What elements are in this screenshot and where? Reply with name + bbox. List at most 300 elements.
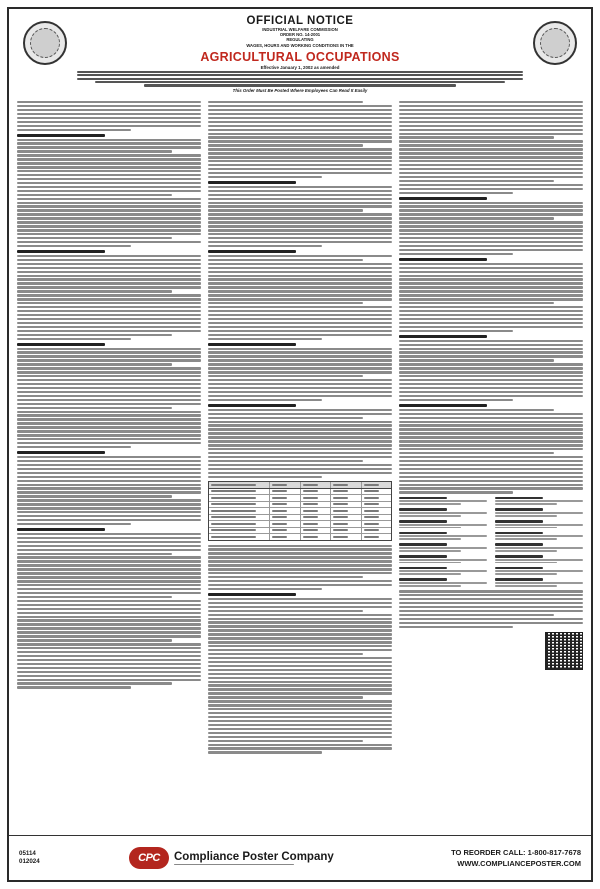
text-line: [399, 144, 583, 146]
text-line: [399, 129, 583, 131]
text-line: [17, 217, 201, 219]
text-line: [208, 290, 392, 292]
section-heading: [208, 593, 296, 596]
text-line: [17, 105, 201, 107]
text-line: [208, 614, 392, 616]
order-body-columns: [17, 101, 583, 836]
text-line: [17, 588, 201, 590]
text-line: [208, 568, 392, 570]
text-line: [208, 160, 392, 162]
text-line: [399, 282, 583, 284]
text-line: [17, 686, 131, 688]
text-line: [17, 619, 201, 621]
text-line: [17, 418, 201, 420]
text-line: [208, 602, 392, 604]
text-line: [399, 241, 583, 243]
text-line: [399, 622, 583, 624]
text-line: [17, 403, 201, 405]
text-line: [208, 677, 392, 679]
office-address: [495, 532, 583, 541]
text-line: [399, 598, 583, 600]
text-line: [17, 367, 201, 369]
text-line: [17, 322, 201, 324]
text-line: [17, 334, 172, 336]
text-line: [399, 590, 583, 592]
text-line: [399, 152, 583, 154]
text-line: [17, 162, 201, 164]
text-line: [399, 180, 554, 182]
text-line: [208, 637, 392, 639]
section-heading: [399, 404, 487, 407]
office-address: [495, 555, 583, 564]
text-line: [399, 594, 583, 596]
text-line: [17, 659, 201, 661]
text-line: [17, 142, 201, 144]
text-line: [399, 618, 583, 620]
labor-commissioner-offices: [399, 497, 583, 590]
order-column-1: [17, 101, 201, 836]
text-line: [399, 192, 513, 194]
text-line: [208, 330, 392, 332]
text-line: [208, 338, 322, 340]
text-line: [208, 641, 392, 643]
text-line: [208, 101, 363, 103]
section-heading: [17, 528, 105, 531]
text-line: [399, 140, 583, 142]
text-line: [17, 434, 201, 436]
text-line: [17, 225, 201, 227]
text-line: [17, 635, 201, 637]
text-line: [17, 282, 201, 284]
text-line: [17, 584, 201, 586]
office-address: [495, 567, 583, 576]
publisher-name: Compliance Poster Company: [174, 850, 334, 863]
office-address: [399, 567, 487, 576]
text-line: [208, 452, 392, 454]
text-line: [17, 178, 201, 180]
state-seal-left-icon: [23, 21, 67, 65]
text-line: [399, 440, 583, 442]
text-line: [208, 716, 392, 718]
text-line: [17, 326, 201, 328]
text-line: [399, 487, 583, 489]
text-line: [399, 421, 583, 423]
poster-footer: [9, 835, 591, 880]
text-line: [17, 442, 201, 444]
text-line: [399, 249, 583, 251]
text-line: [399, 348, 583, 350]
text-line: [208, 172, 392, 174]
section-heading: [208, 343, 296, 346]
text-line: [399, 379, 583, 381]
text-line: [399, 367, 583, 369]
text-line: [17, 174, 201, 176]
text-line: [17, 101, 201, 103]
text-line: [399, 359, 554, 361]
text-line: [208, 322, 392, 324]
text-line: [17, 667, 201, 669]
text-line: [399, 456, 583, 458]
text-line: [208, 440, 392, 442]
text-line: [17, 371, 201, 373]
text-line: [208, 610, 363, 612]
text-line: [17, 553, 172, 555]
text-line: [17, 117, 201, 119]
text-line: [399, 121, 583, 123]
text-line: [208, 263, 392, 265]
cpc-logo: CPC: [129, 847, 169, 869]
section-heading: [17, 134, 105, 137]
text-line: [399, 176, 583, 178]
text-line: [17, 663, 201, 665]
text-line: [208, 391, 392, 393]
text-line: [17, 499, 201, 501]
text-line: [17, 679, 201, 681]
text-line: [208, 736, 392, 738]
text-line: [208, 564, 392, 566]
text-line: [399, 164, 583, 166]
text-line: [17, 422, 201, 424]
text-line: [208, 105, 392, 107]
text-line: [17, 627, 201, 629]
text-line: [17, 651, 201, 653]
text-line: [17, 604, 201, 606]
qr-code-icon: [545, 632, 583, 670]
text-line: [399, 413, 583, 415]
text-line: [208, 428, 392, 430]
text-line: [17, 154, 201, 156]
text-line: [17, 484, 201, 486]
text-line: [17, 612, 201, 614]
text-line: [208, 712, 392, 714]
reorder-info: [451, 848, 581, 868]
text-line: [17, 675, 201, 677]
text-line: [208, 367, 392, 369]
office-address: [495, 497, 583, 506]
text-line: [399, 448, 583, 450]
text-line: [399, 306, 583, 308]
text-line: [399, 245, 583, 247]
text-line: [17, 519, 201, 521]
office-address: [399, 520, 487, 529]
text-line: [17, 430, 201, 432]
text-line: [17, 564, 201, 566]
text-line: [208, 751, 322, 753]
text-line: [208, 448, 392, 450]
text-line: [17, 186, 201, 188]
text-line: [208, 383, 392, 385]
text-line: [208, 399, 322, 401]
text-line: [399, 318, 583, 320]
text-line: [208, 334, 392, 336]
text-line: [17, 631, 201, 633]
text-line: [399, 417, 583, 419]
text-line: [208, 432, 392, 434]
text-line: [399, 395, 583, 397]
text-line: [208, 669, 392, 671]
text-line: [208, 245, 322, 247]
text-line: [208, 371, 392, 373]
text-line: [208, 186, 392, 188]
text-line: [208, 576, 363, 578]
text-line: [17, 194, 172, 196]
text-line: [399, 213, 583, 215]
text-line: [208, 375, 363, 377]
text-line: [17, 671, 201, 673]
text-line: [208, 387, 392, 389]
text-line: [208, 732, 392, 734]
section-heading: [17, 343, 105, 346]
state-seal-right-icon: [533, 21, 577, 65]
order-column-3: [399, 101, 583, 836]
office-address: [495, 508, 583, 517]
text-line: [17, 241, 201, 243]
text-line: [208, 629, 392, 631]
text-line: [208, 688, 392, 690]
text-line: [208, 351, 392, 353]
text-line: [208, 190, 392, 192]
text-line: [17, 446, 131, 448]
text-line: [208, 556, 392, 558]
text-line: [208, 673, 392, 675]
text-line: [208, 744, 392, 746]
text-line: [399, 355, 583, 357]
text-line: [208, 168, 392, 170]
text-line: [208, 653, 363, 655]
text-line: [208, 684, 392, 686]
text-line: [399, 302, 554, 304]
text-line: [17, 375, 201, 377]
section-heading: [208, 250, 296, 253]
text-line: [208, 708, 392, 710]
text-line: [17, 351, 201, 353]
text-line: [399, 432, 583, 434]
text-line: [399, 117, 583, 119]
text-line: [399, 375, 583, 377]
text-line: [17, 338, 131, 340]
text-line: [399, 340, 583, 342]
text-line: [208, 348, 392, 350]
text-line: [208, 237, 392, 239]
text-line: [17, 387, 201, 389]
text-line: [17, 209, 201, 211]
text-line: [208, 552, 392, 554]
text-line: [399, 133, 583, 135]
text-line: [208, 205, 392, 207]
text-line: [399, 271, 583, 273]
text-line: [208, 125, 392, 127]
text-line: [208, 144, 363, 146]
text-line: [17, 507, 201, 509]
text-line: [17, 468, 201, 470]
text-line: [17, 263, 201, 265]
text-line: [399, 480, 583, 482]
text-line: [17, 213, 201, 215]
text-line: [17, 290, 172, 292]
text-line: [399, 602, 583, 604]
office-address: [495, 578, 583, 587]
text-line: [17, 267, 201, 269]
text-line: [399, 387, 583, 389]
text-line: [17, 511, 201, 513]
text-line: [17, 623, 201, 625]
text-line: [208, 294, 392, 296]
text-line: [208, 545, 392, 547]
office-address: [495, 520, 583, 529]
occupation-title: AGRICULTURAL OCCUPATIONS: [200, 49, 400, 64]
text-line: [208, 310, 392, 312]
section-heading: [399, 335, 487, 338]
text-line: [17, 576, 201, 578]
text-line: [208, 460, 363, 462]
text-line: [208, 278, 392, 280]
text-line: [17, 166, 201, 168]
text-line: [17, 639, 172, 641]
text-line: [208, 588, 322, 590]
regulating-label: REGULATING: [286, 37, 314, 43]
text-line: [208, 692, 392, 694]
text-line: [17, 560, 201, 562]
text-line: [399, 464, 583, 466]
text-line: [399, 606, 583, 608]
text-line: [399, 188, 583, 190]
text-line: [17, 407, 172, 409]
text-line: [208, 728, 392, 730]
text-line: [17, 495, 172, 497]
text-line: [17, 537, 201, 539]
text-line: [208, 209, 363, 211]
text-line: [17, 275, 201, 277]
text-line: [399, 109, 583, 111]
text-line: [208, 395, 392, 397]
text-line: [17, 237, 172, 239]
text-line: [208, 421, 392, 423]
text-line: [208, 724, 392, 726]
text-line: [17, 399, 201, 401]
text-line: [208, 696, 363, 698]
text-line: [208, 704, 392, 706]
text-line: [208, 156, 392, 158]
text-line: [399, 136, 554, 138]
text-line: [17, 125, 201, 127]
text-line: [17, 426, 201, 428]
text-line: [399, 383, 583, 385]
text-line: [17, 302, 201, 304]
text-line: [399, 322, 583, 324]
text-line: [208, 117, 392, 119]
text-line: [399, 626, 513, 628]
text-line: [17, 383, 201, 385]
text-line: [399, 363, 583, 365]
text-line: [17, 647, 201, 649]
text-line: [17, 464, 201, 466]
text-line: [208, 302, 363, 304]
text-line: [17, 545, 201, 547]
text-line: [17, 395, 201, 397]
text-line: [399, 351, 583, 353]
text-line: [17, 255, 201, 257]
text-line: [208, 164, 392, 166]
text-line: [208, 472, 392, 474]
text-line: [399, 424, 583, 426]
text-line: [17, 549, 201, 551]
order-column-2: [208, 101, 392, 836]
text-line: [399, 294, 583, 296]
text-line: [208, 282, 392, 284]
text-line: [399, 399, 513, 401]
text-line: [208, 233, 392, 235]
text-line: [399, 298, 583, 300]
office-address: [399, 578, 487, 587]
text-line: [399, 444, 583, 446]
text-line: [17, 600, 201, 602]
text-line: [17, 109, 201, 111]
text-line: [208, 572, 392, 574]
text-line: [208, 621, 392, 623]
text-line: [208, 464, 392, 466]
text-line: [399, 113, 583, 115]
text-line: [17, 259, 201, 261]
section-heading: [399, 258, 487, 261]
text-line: [208, 645, 392, 647]
text-line: [399, 217, 554, 219]
text-line: [208, 379, 392, 381]
text-line: [399, 314, 583, 316]
text-line: [17, 348, 201, 350]
text-line: [399, 344, 583, 346]
text-line: [399, 101, 583, 103]
text-line: [399, 263, 583, 265]
text-line: [208, 136, 392, 138]
text-line: [208, 548, 392, 550]
text-line: [17, 438, 201, 440]
text-line: [399, 125, 583, 127]
text-line: [17, 480, 201, 482]
text-line: [208, 700, 392, 702]
poster-codes: [19, 850, 59, 866]
office-address: [399, 508, 487, 517]
text-line: [17, 170, 201, 172]
text-line: [208, 633, 392, 635]
text-line: [399, 371, 583, 373]
text-line: [17, 541, 201, 543]
text-line: [17, 391, 201, 393]
text-line: [208, 217, 392, 219]
text-line: [17, 472, 201, 474]
wage-order-poster: [7, 7, 593, 882]
text-line: [17, 503, 201, 505]
text-line: [208, 225, 392, 227]
text-line: [208, 229, 392, 231]
text-line: [17, 278, 201, 280]
text-line: [208, 436, 392, 438]
text-line: [399, 409, 554, 411]
text-line: [17, 359, 201, 361]
text-line: [17, 616, 201, 618]
text-line: [17, 245, 131, 247]
text-line: [399, 221, 583, 223]
text-line: [399, 278, 583, 280]
text-line: [208, 355, 392, 357]
text-line: [17, 202, 201, 204]
text-line: [17, 286, 201, 288]
text-line: [17, 150, 172, 152]
text-line: [17, 121, 201, 123]
text-line: [208, 318, 392, 320]
text-line: [399, 472, 583, 474]
text-line: [399, 160, 583, 162]
text-line: [208, 326, 392, 328]
